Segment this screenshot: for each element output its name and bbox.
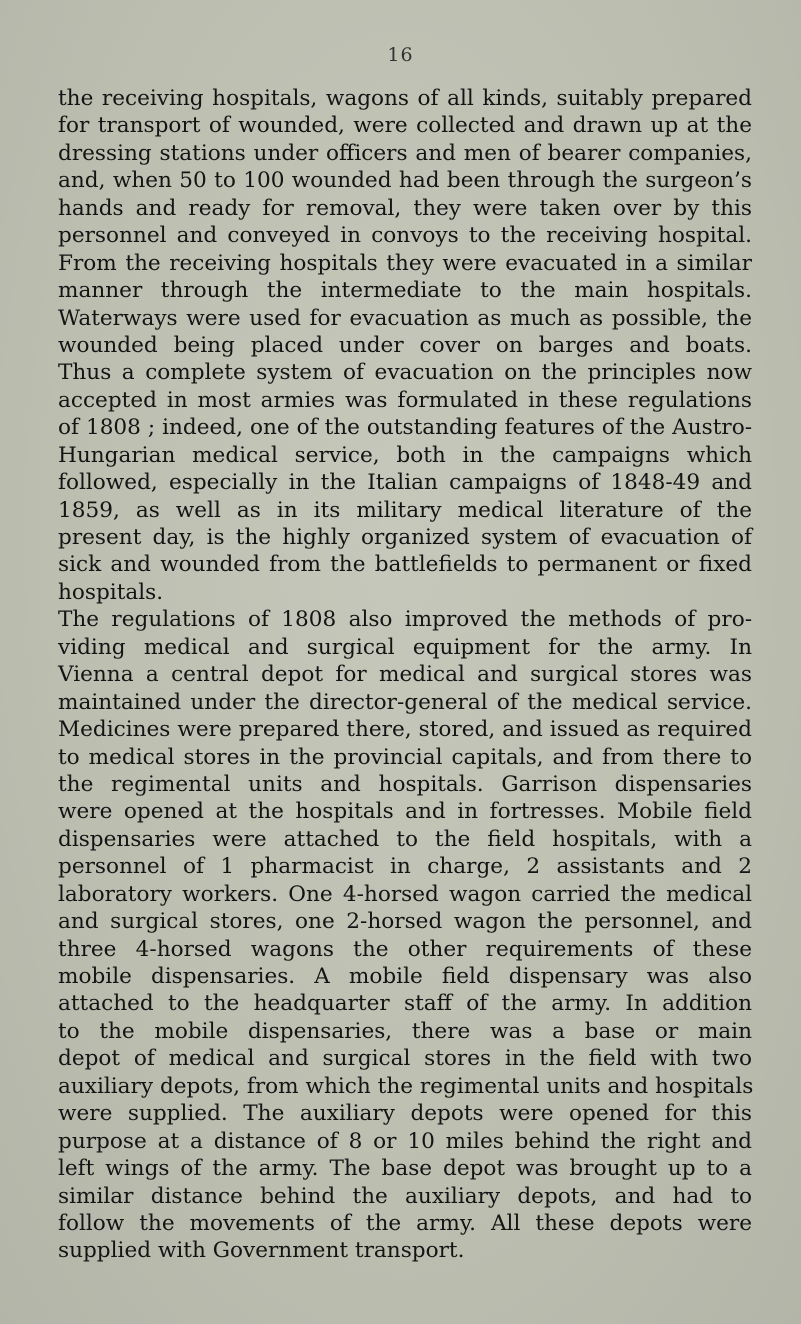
text-line: maintained under the director-general of the medical service. (58, 689, 752, 715)
text-line: wounded being placed under cover on barges and boats. (58, 332, 752, 358)
text-line: From the receiving hospitals they were evacuated in a similar (58, 250, 752, 276)
text-line: were opened at the hospitals and in fortresses. Mobile field (58, 799, 752, 825)
text-line: attached to the headquarter staff of the army. In addition (58, 991, 752, 1017)
text-line: viding medical and surgical equipment for the army. In (58, 634, 752, 660)
text-line: left wings of the army. The base depot was brought up to a (58, 1156, 752, 1182)
text-line: for transport of wounded, were collected and drawn up at the (58, 113, 752, 139)
body-text (58, 85, 752, 1265)
text-line: the receiving hospitals, wagons of all kinds, suitably prepared (58, 86, 752, 111)
text-line: and surgical stores, one 2-horsed wagon the personnel, and (58, 909, 752, 935)
text-line: present day, is the highly organized system of evacuation of (58, 525, 752, 550)
text-line: supplied with Government transport. (58, 1238, 465, 1264)
text-line: Vienna a central depot for medical and surgical stores was (58, 662, 752, 688)
page-number: 16 (387, 44, 414, 66)
text-line: Thus a complete system of evacuation on the principles now (58, 360, 752, 386)
text-line: to medical stores in the provincial capitals, and from there to (58, 744, 752, 770)
text-line: personnel and conveyed in convoys to the receiving hospital. (58, 223, 752, 249)
text-line: dispensaries were attached to the field hospitals, with a (58, 826, 752, 852)
text-line: depot of medical and surgical stores in the field with two (58, 1046, 752, 1072)
text-line: were supplied. The auxiliary depots were opened for this (58, 1101, 752, 1127)
text-line: The regulations of 1808 also improved the methods of pro- (58, 607, 752, 633)
text-line: of 1808 ; indeed, one of the outstanding features of the Austro- (58, 415, 752, 441)
text-line: Medicines were prepared there, stored, and issued as required (58, 717, 752, 743)
text-line: manner through the intermediate to the main hospitals. (58, 278, 752, 304)
text-line: Hungarian medical service, both in the campaigns which (58, 442, 752, 468)
text-line: purpose at a distance of 8 or 10 miles behind the right and (58, 1128, 752, 1154)
text-line: three 4-horsed wagons the other requirements of these (58, 936, 752, 962)
text-line: and, when 50 to 100 wounded had been through the surgeon’s (58, 168, 752, 194)
text-line: followed, especially in the Italian campaigns of 1848-49 and (58, 470, 752, 496)
text-line: laboratory workers. One 4-horsed wagon carried the medical (58, 881, 752, 907)
text-line: hands and ready for removal, they were taken over by this (58, 195, 752, 221)
text-line: mobile dispensaries. A mobile field dispensary was also (58, 964, 752, 989)
text-line: 1859, as well as in its military medical literature of the (58, 497, 752, 523)
text-line: Waterways were used for evacuation as much as possible, the (58, 305, 752, 331)
text-line: dressing stations under officers and men of bearer companies, (58, 140, 752, 166)
text-line: sick and wounded from the battlefields to permanent or fixed (58, 552, 752, 578)
text-line: auxiliary depots, from which the regimental units and hospitals (58, 1073, 754, 1099)
text-line: personnel of 1 pharmacist in charge, 2 assistants and 2 (58, 854, 752, 880)
text-line: hospitals. (58, 579, 164, 605)
text-line: follow the movements of the army. All these depots were (58, 1210, 752, 1236)
text-line: accepted in most armies was formulated in these regulations (58, 387, 752, 413)
text-line: the regimental units and hospitals. Garrison dispensaries (58, 771, 752, 797)
text-line: similar distance behind the auxiliary depots, and had to (58, 1183, 752, 1209)
text-line: to the mobile dispensaries, there was a base or main (58, 1018, 752, 1044)
